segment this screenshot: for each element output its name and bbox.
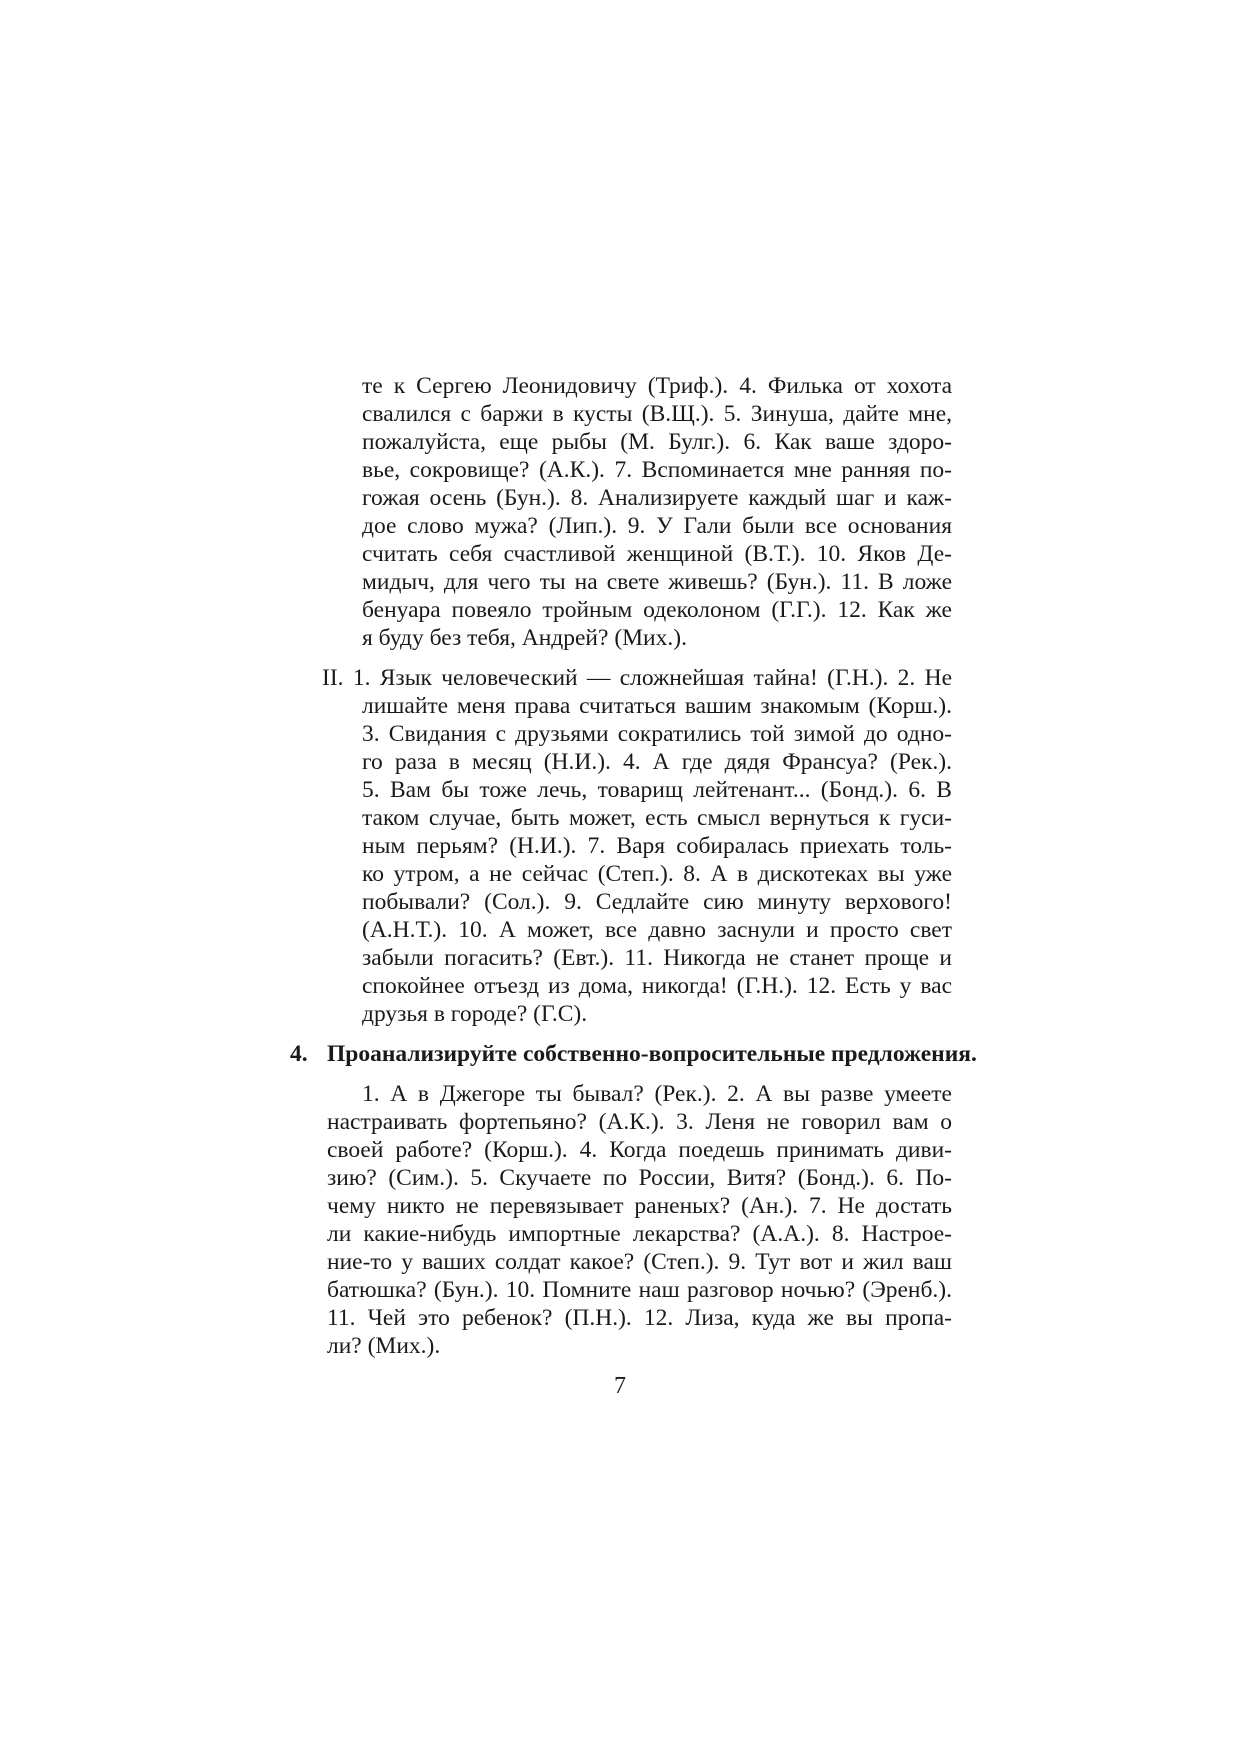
text-line: ние-то у ваших солдат какое? (Степ.). 9. Тут вот и жил ваш xyxy=(327,1249,952,1275)
text-line: мидыч, для чего ты на свете живешь? (Бун.). 11. В ложе xyxy=(362,569,952,595)
text-line: свалился с баржи в кусты (В.Щ.). 5. Зинуша, дайте мне, xyxy=(362,401,952,427)
text-line: чему никто не перевязывает раненых? (Ан.). 7. Не достать xyxy=(327,1193,952,1219)
text-line: те к Сергею Леонидовичу (Триф.). 4. Филька от хохота xyxy=(362,373,952,399)
text-line: ным перьям? (Н.И.). 7. Варя собиралась приехать толь- xyxy=(362,833,952,859)
text-line: 11. Чей это ребенок? (П.Н.). 12. Лиза, куда же вы пропа- xyxy=(327,1305,952,1331)
text-line: таком случае, быть может, есть смысл вернуться к гуси- xyxy=(362,805,952,831)
text-line: 3. Свидания с друзьями сократились той зимой до одно- xyxy=(362,721,952,747)
text-line: забыли погасить? (Евт.). 11. Никогда не станет проще и xyxy=(362,945,952,971)
text-line: побывали? (Сол.). 9. Седлайте сию минуту верхового! xyxy=(362,889,952,915)
text-line: зию? (Сим.). 5. Скучаете по России, Витя? (Бонд.). 6. По- xyxy=(327,1165,952,1191)
text-line: пожалуйста, еще рыбы (М. Булг.). 6. Как ваше здоро- xyxy=(362,429,952,455)
page-number: 7 xyxy=(614,1373,626,1399)
text-line: гожая осень (Бун.). 8. Анализируете каждый шаг и каж- xyxy=(362,485,952,511)
text-line: (А.Н.Т.). 10. А может, все давно заснули и просто свет xyxy=(362,917,952,943)
text-line: II. 1. Язык человеческий — сложнейшая тайна! (Г.Н.). 2. Не xyxy=(322,665,952,691)
text-line: ли какие-нибудь импортные лекарства? (А.А.). 8. Настрое- xyxy=(327,1221,952,1247)
text-line: ко утром, а не сейчас (Степ.). 8. А в дискотеках вы уже xyxy=(362,861,952,887)
text-line: го раза в месяц (Н.И.). 4. А где дядя Франсуа? (Рек.). xyxy=(362,749,952,775)
text-line: 1. А в Джегоре ты бывал? (Рек.). 2. А вы разве умеете xyxy=(362,1081,952,1107)
exercise-heading xyxy=(290,1040,977,1068)
exercise-number: 4. xyxy=(290,1041,308,1067)
text-line: лишайте меня права считаться вашим знакомым (Корш.). xyxy=(362,693,952,719)
text-line: вье, сокровище? (А.К.). 7. Вспоминается мне ранняя по- xyxy=(362,457,952,483)
text-line: дое слово мужа? (Лип.). 9. У Гали были все основания xyxy=(362,513,952,539)
text-line: бенуара повеяло тройным одеколоном (Г.Г.). 12. Как же xyxy=(362,597,952,623)
text-line: батюшка? (Бун.). 10. Помните наш разговор ночью? (Эренб.). xyxy=(327,1277,952,1303)
text-line: считать себя счастливой женщиной (В.Т.). 10. Яков Де- xyxy=(362,541,952,567)
text-line: настраивать фортепьяно? (А.К.). 3. Леня не говорил вам о xyxy=(327,1109,952,1135)
text-line: ли? (Мих.). xyxy=(327,1333,441,1359)
exercise-title: Проанализируйте собственно-вопросительные предложения. xyxy=(327,1041,977,1067)
text-line: 5. Вам бы тоже лечь, товарищ лейтенант... (Бонд.). 6. В xyxy=(362,777,952,803)
text-line: друзья в городе? (Г.С). xyxy=(362,1001,588,1027)
text-line: своей работе? (Корш.). 4. Когда поедешь принимать диви- xyxy=(327,1137,952,1163)
text-line: спокойнее отъезд из дома, никогда! (Г.Н.). 12. Есть у вас xyxy=(362,973,952,999)
text-line: я буду без тебя, Андрей? (Мих.). xyxy=(362,625,687,651)
